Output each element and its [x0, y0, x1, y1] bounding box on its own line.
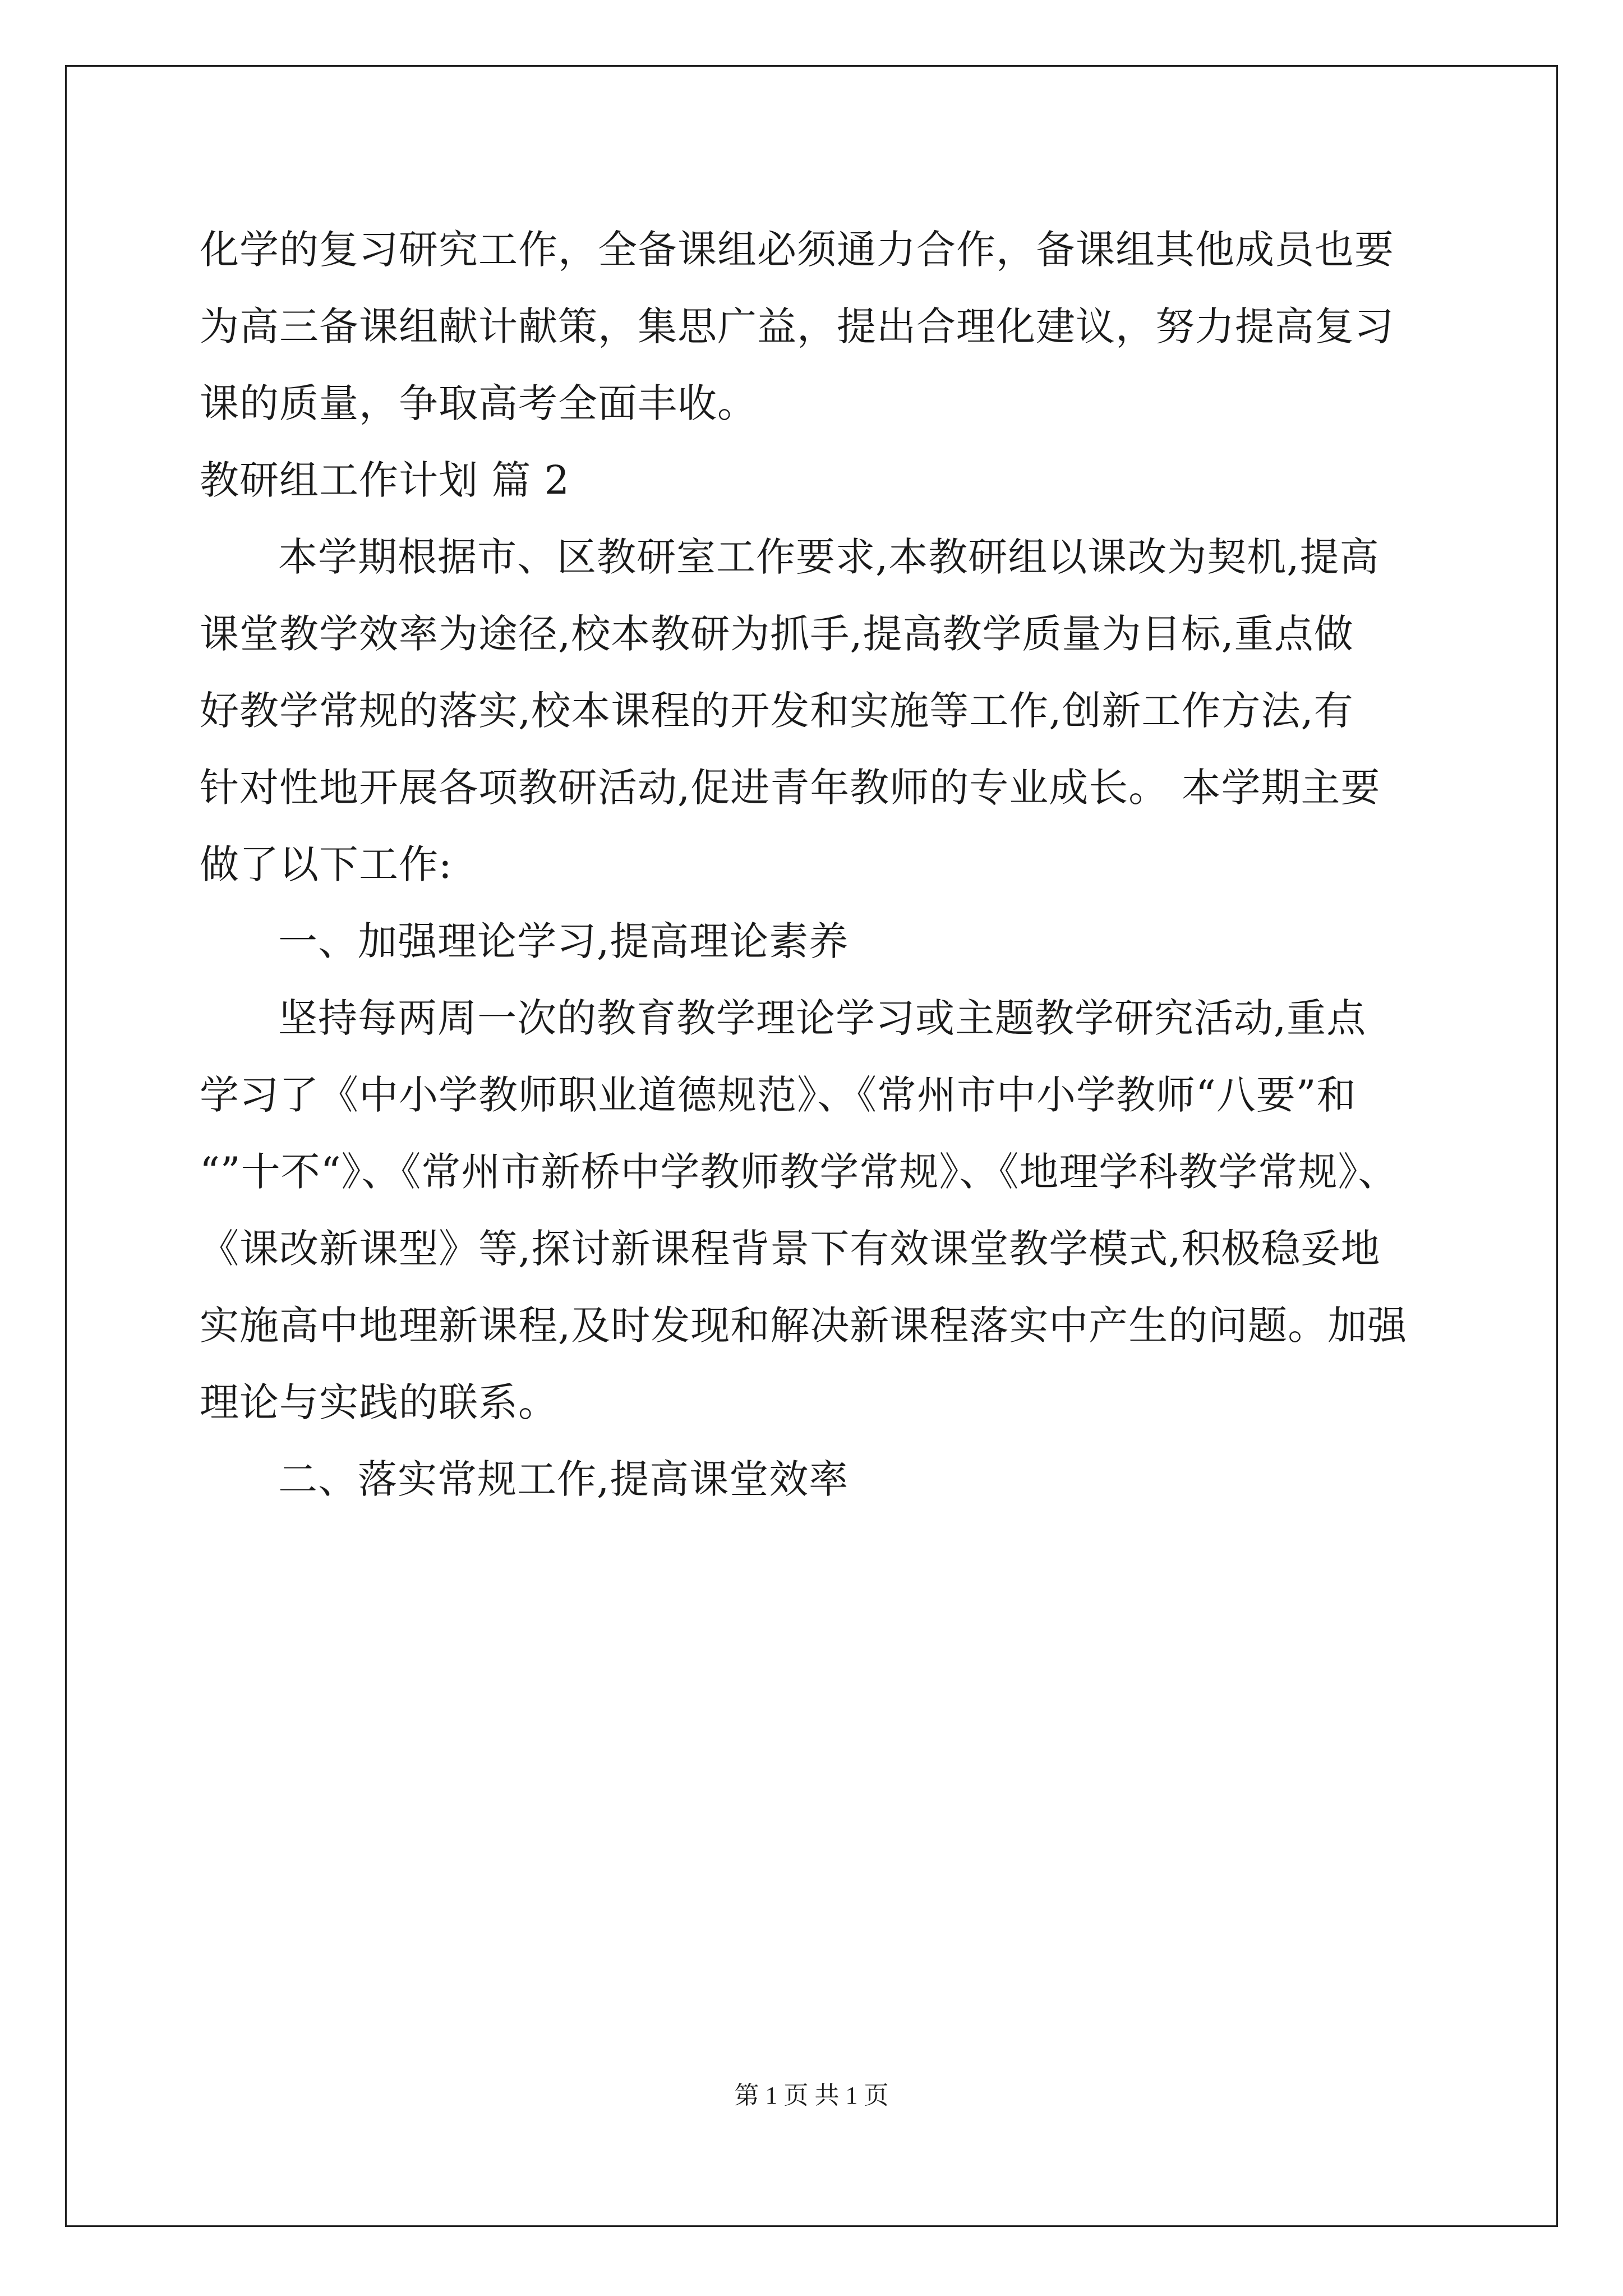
paragraph-line: 《课改新课型》等,探讨新课程背景下有效课堂教学模式,积极稳妥地 [200, 1226, 1381, 1272]
paragraph-line: 为高三备课组献计献策，集思广益，提出合理化建议，努力提高复习 [200, 303, 1394, 349]
paragraph-line: 实施高中地理新课程,及时发现和解决新课程落实中产生的问题。加强 [200, 1303, 1408, 1349]
section-title: 教研组工作计划 篇 2 [200, 457, 570, 503]
paragraph-line: “”十不“》、《常州市新桥中学教师教学常规》、《地理学科教学常规》、 [200, 1149, 1398, 1195]
paragraph-line: 好教学常规的落实,校本课程的开发和实施等工作,创新工作方法,有 [200, 688, 1354, 734]
paragraph-line: 坚持每两周一次的教育教学理论学习或主题教学研究活动,重点 [278, 995, 1367, 1041]
paragraph-line: 做了以下工作: [200, 841, 453, 887]
paragraph-line: 理论与实践的联系。 [200, 1379, 558, 1425]
page-footer: 第 1 页 共 1 页 [734, 2082, 889, 2109]
paragraph-line: 学习了《中小学教师职业道德规范》、《常州市中小学教师“八要”和 [200, 1072, 1357, 1118]
subheading: 一、加强理论学习,提高理论素养 [278, 918, 849, 964]
paragraph-line: 针对性地开展各项教研活动,促进青年教师的专业成长。 本学期主要 [200, 765, 1381, 811]
paragraph-line: 课堂教学效率为途径,校本教研为抓手,提高教学质量为目标,重点做 [200, 611, 1354, 657]
paragraph-line: 本学期根据市、区教研室工作要求,本教研组以课改为契机,提高 [278, 534, 1380, 580]
subheading: 二、落实常规工作,提高课堂效率 [278, 1456, 849, 1502]
paragraph-line: 课的质量，争取高考全面丰收。 [200, 380, 757, 426]
paragraph-line: 化学的复习研究工作，全备课组必须通力合作，备课组其他成员也要 [200, 227, 1394, 273]
